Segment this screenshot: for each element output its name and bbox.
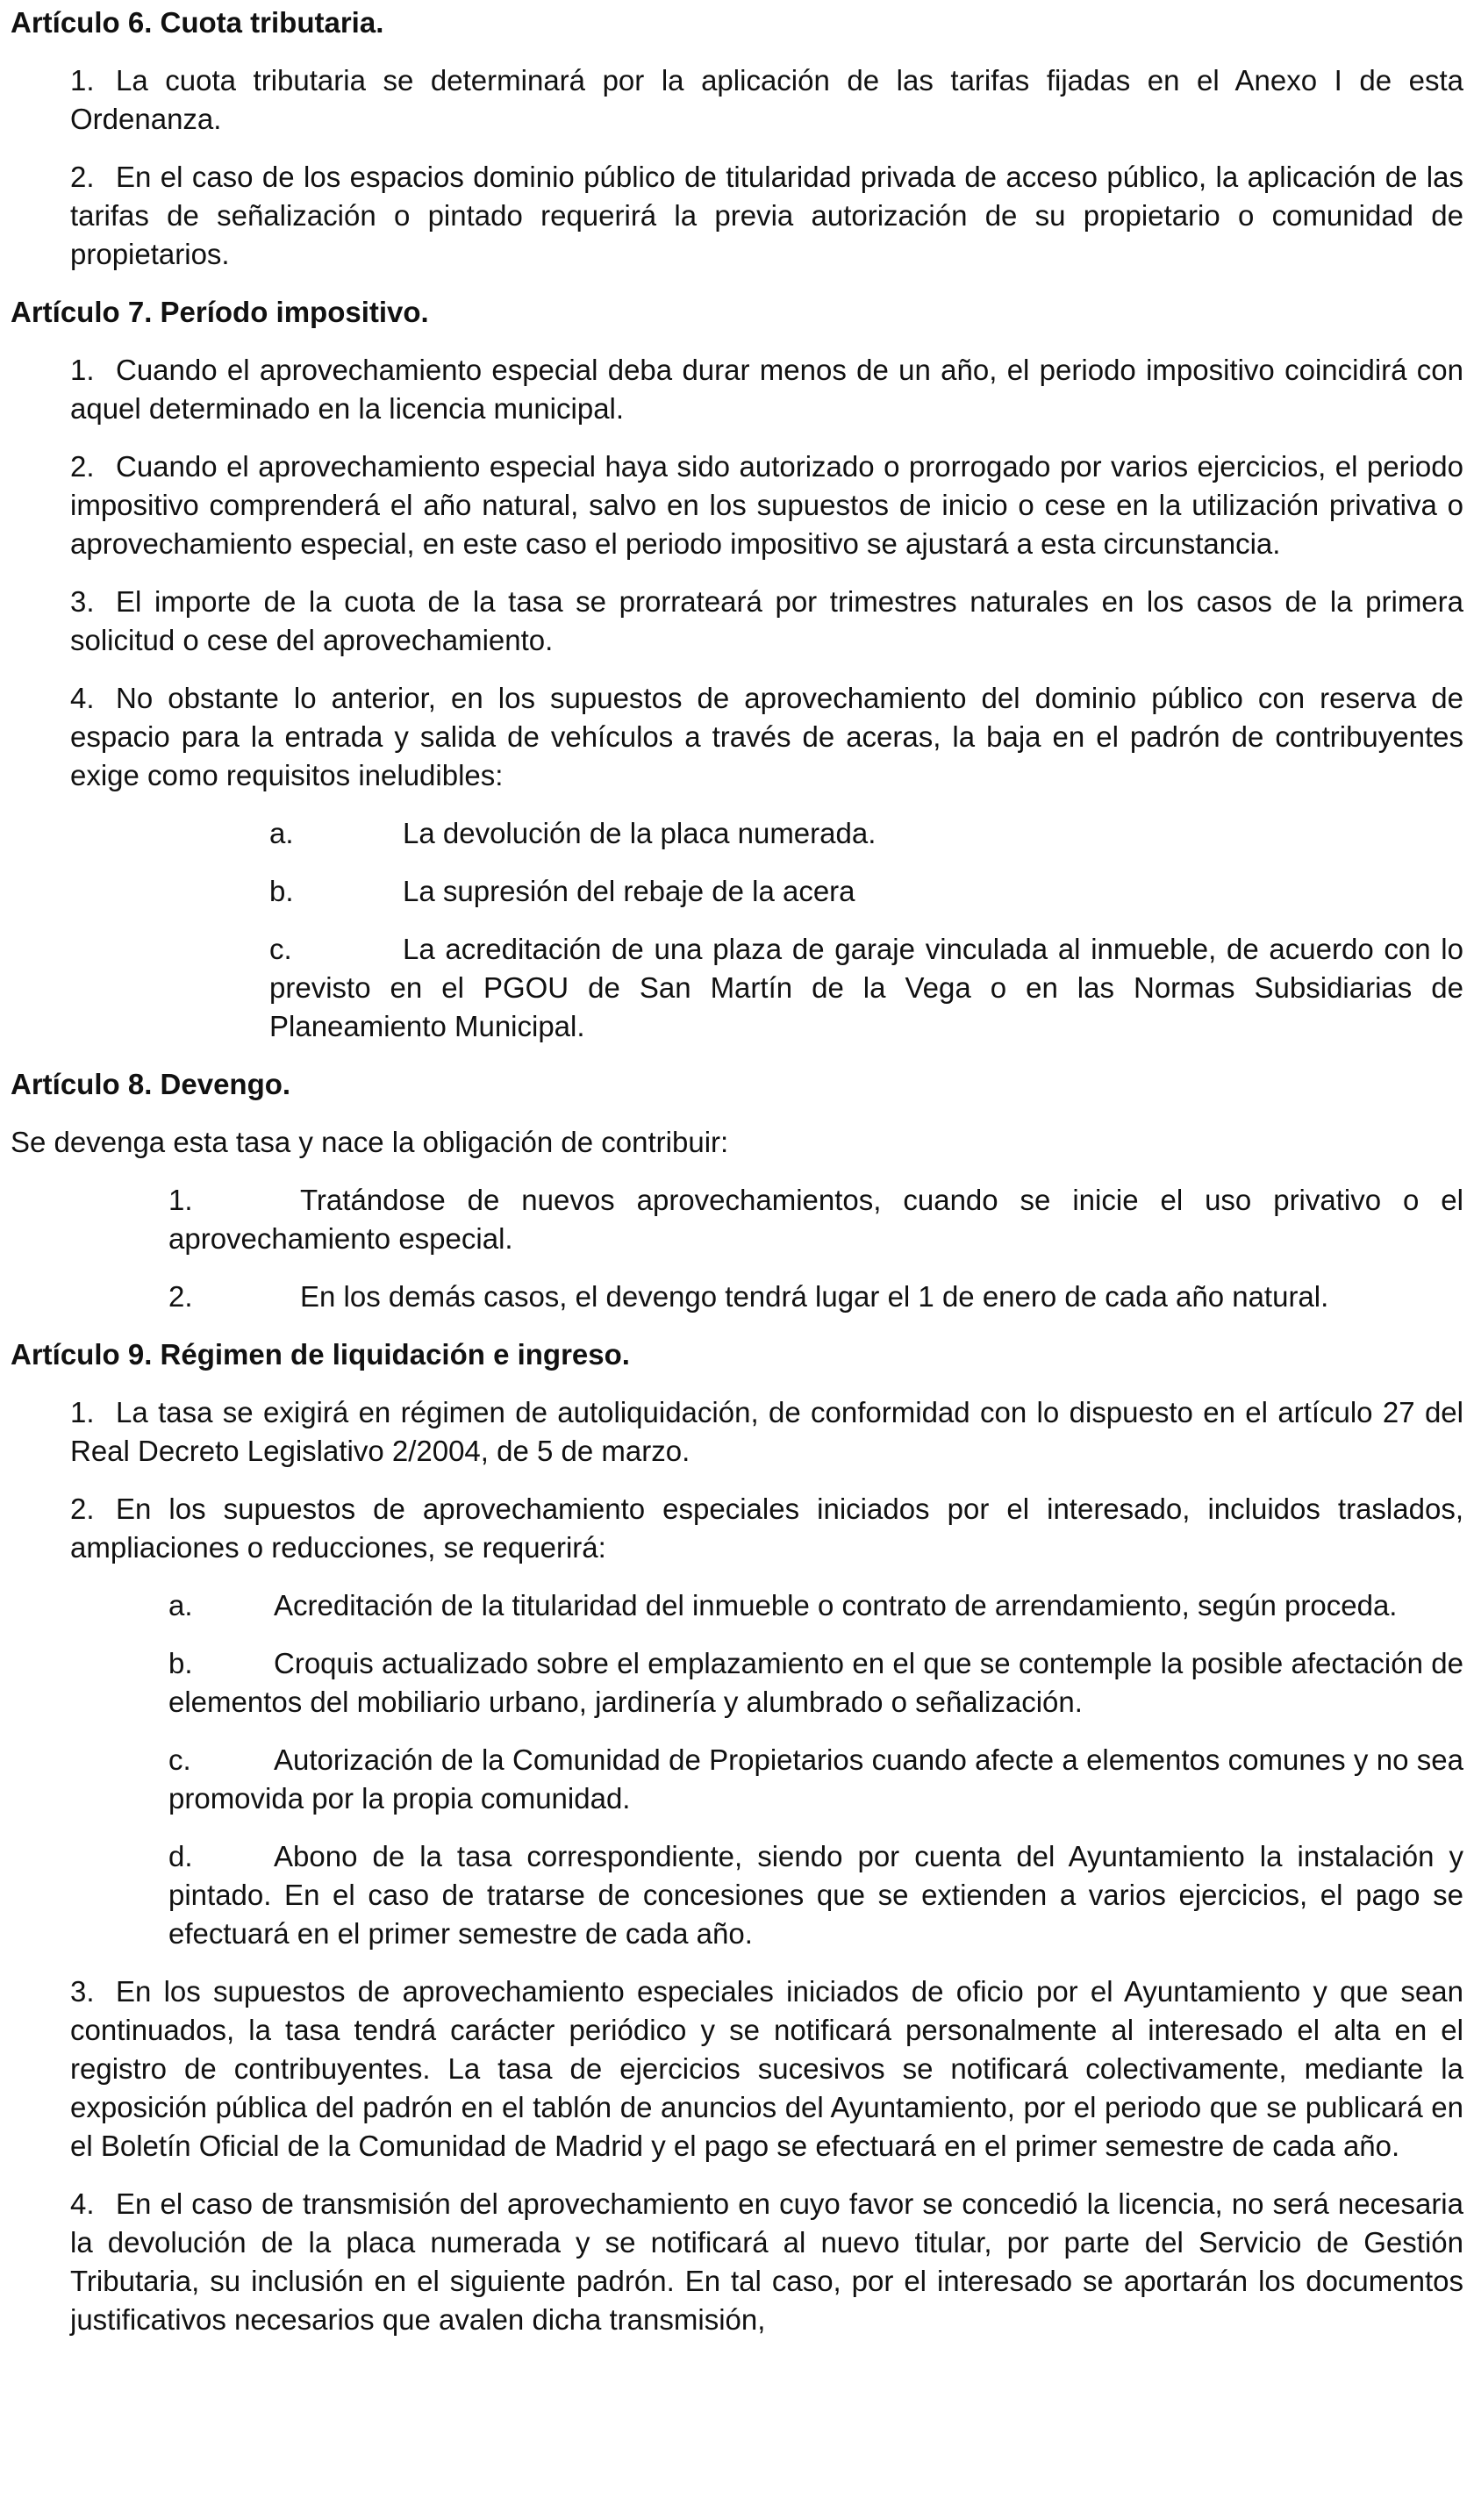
article-8-item-1 [168,1181,1463,1258]
article-9-paragraph-3 [70,1972,1463,2166]
paragraph-text: En los supuestos de aprovechamiento especiales iniciados de oficio por el Ayuntamiento y que sean continuados, la tasa tendrá carácter periódico y se notificará personalmente al interesado el alta en el registro de contribuyentes. La tasa de ejercicios sucesivos se notificará colectivamente, mediante la exposición pública del padrón en el tablón de anuncios del Ayuntamiento, por el periodo que se publicará en el Boletín Oficial de la Comunidad de Madrid y el pago se efectuará en el primer semestre de cada año. [70,1975,1463,2162]
article-9-subitem-b [168,1644,1463,1722]
article-6-paragraph-2 [70,158,1463,274]
article-7-subitem-c [269,930,1463,1046]
subitem-text: La acreditación de una plaza de garaje vinculada al inmueble, de acuerdo con lo previsto en el PGOU de San Martín de la Vega o en las Normas Subsidiarias de Planeamiento Municipal. [269,933,1463,1042]
article-7-subitem-b [269,872,1463,911]
paragraph-number: 3. [70,1975,95,2008]
article-7-paragraph-3 [70,583,1463,660]
article-6-title: Artículo 6. Cuota tributaria. [11,6,384,39]
paragraph-number: 2. [70,161,95,193]
article-7-title: Artículo 7. Período impositivo. [11,296,429,328]
article-9-paragraph-2 [70,1490,1463,1567]
article-7-paragraph-4 [70,679,1463,795]
subitem-letter: a. [168,1589,193,1622]
article-7-paragraph-2 [70,447,1463,563]
article-7-paragraph-1 [70,351,1463,428]
paragraph-text: La cuota tributaria se determinará por la aplicación de las tarifas fijadas en el Anexo I de esta Ordenanza. [70,64,1463,135]
paragraph-text: El importe de la cuota de la tasa se prorrateará por trimestres naturales en los casos de la primera solicitud o cese del aprovechamiento. [70,585,1463,656]
subitem-text: La supresión del rebaje de la acera [403,875,855,907]
article-9-paragraph-4 [70,2185,1463,2339]
item-number: 2. [168,1280,193,1313]
item-text: Tratándose de nuevos aprovechamientos, cuando se inicie el uso privativo o el aprovechamiento especial. [168,1184,1463,1255]
article-9-paragraph-1 [70,1393,1463,1471]
item-number: 1. [168,1184,193,1216]
paragraph-number: 1. [70,1396,95,1428]
paragraph-text: En los supuestos de aprovechamiento especiales iniciados por el interesado, incluidos traslados, ampliaciones o reducciones, se requerirá: [70,1493,1463,1564]
paragraph-text: Cuando el aprovechamiento especial deba durar menos de un año, el periodo impositivo coincidirá con aquel determinado en la licencia municipal. [70,354,1463,425]
subitem-letter: c. [168,1743,191,1776]
item-text: En los demás casos, el devengo tendrá lugar el 1 de enero de cada año natural. [300,1280,1329,1313]
paragraph-text: La tasa se exigirá en régimen de autoliquidación, de conformidad con lo dispuesto en el artículo 27 del Real Decreto Legislativo 2/2004, de 5 de marzo. [70,1396,1463,1467]
article-6-paragraph-1 [70,61,1463,139]
subitem-letter: b. [168,1647,193,1679]
subitem-letter: b. [269,875,294,907]
paragraph-text: En el caso de transmisión del aprovechamiento en cuyo favor se concedió la licencia, no será necesaria la devolución de la placa numerada y se notificará al nuevo titular, por parte del Servicio de Gestión Tributaria, su inclusión en el siguiente padrón. En tal caso, por el interesado se aportarán los documentos justificativos necesarios que avalen dicha transmisión, [70,2187,1463,2336]
paragraph-text: En el caso de los espacios dominio público de titularidad privada de acceso público, la aplicación de las tarifas de señalización o pintado requerirá la previa autorización de su propietario o comunidad de propietarios. [70,161,1463,270]
paragraph-number: 2. [70,450,95,483]
paragraph-number: 2. [70,1493,95,1525]
article-9-subitem-a [168,1586,1463,1625]
paragraph-text: No obstante lo anterior, en los supuestos de aprovechamiento del dominio público con reserva de espacio para la entrada y salida de vehículos a través de aceras, la baja en el padrón de contribuyentes exige como requisitos ineludibles: [70,682,1463,791]
article-8-item-2 [168,1278,1463,1316]
subitem-text: Acreditación de la titularidad del inmueble o contrato de arrendamiento, según proceda. [274,1589,1398,1622]
subitem-letter: d. [168,1840,193,1872]
paragraph-number: 4. [70,2187,95,2220]
subitem-text: Croquis actualizado sobre el emplazamiento en el que se contemple la posible afectación de elementos del mobiliario urbano, jardinería y alumbrado o señalización. [168,1647,1463,1718]
article-8-title: Artículo 8. Devengo. [11,1068,291,1100]
article-7-subitem-a [269,814,1463,853]
article-8-intro: Se devenga esta tasa y nace la obligación de contribuir: [11,1126,729,1158]
paragraph-number: 1. [70,354,95,386]
subitem-text: Autorización de la Comunidad de Propietarios cuando afecte a elementos comunes y no sea promovida por la propia comunidad. [168,1743,1463,1815]
paragraph-number: 1. [70,64,95,97]
subitem-letter: a. [269,817,294,849]
article-9-title: Artículo 9. Régimen de liquidación e ingreso. [11,1338,630,1371]
article-9-subitem-d [168,1837,1463,1953]
subitem-text: Abono de la tasa correspondiente, siendo por cuenta del Ayuntamiento la instalación y pintado. En el caso de tratarse de concesiones que se extienden a varios ejercicios, el pago se efectuará en el primer semestre de cada año. [168,1840,1463,1950]
document-body [11,4,1463,2359]
paragraph-text: Cuando el aprovechamiento especial haya sido autorizado o prorrogado por varios ejercicios, el periodo impositivo comprenderá el año natural, salvo en los supuestos de inicio o cese en la utilización privativa o aprovechamiento especial, en este caso el periodo impositivo se ajustará a esta circunstancia. [70,450,1463,560]
subitem-text: La devolución de la placa numerada. [403,817,877,849]
article-9-subitem-c [168,1741,1463,1818]
paragraph-number: 4. [70,682,95,714]
paragraph-number: 3. [70,585,95,618]
subitem-letter: c. [269,933,292,965]
